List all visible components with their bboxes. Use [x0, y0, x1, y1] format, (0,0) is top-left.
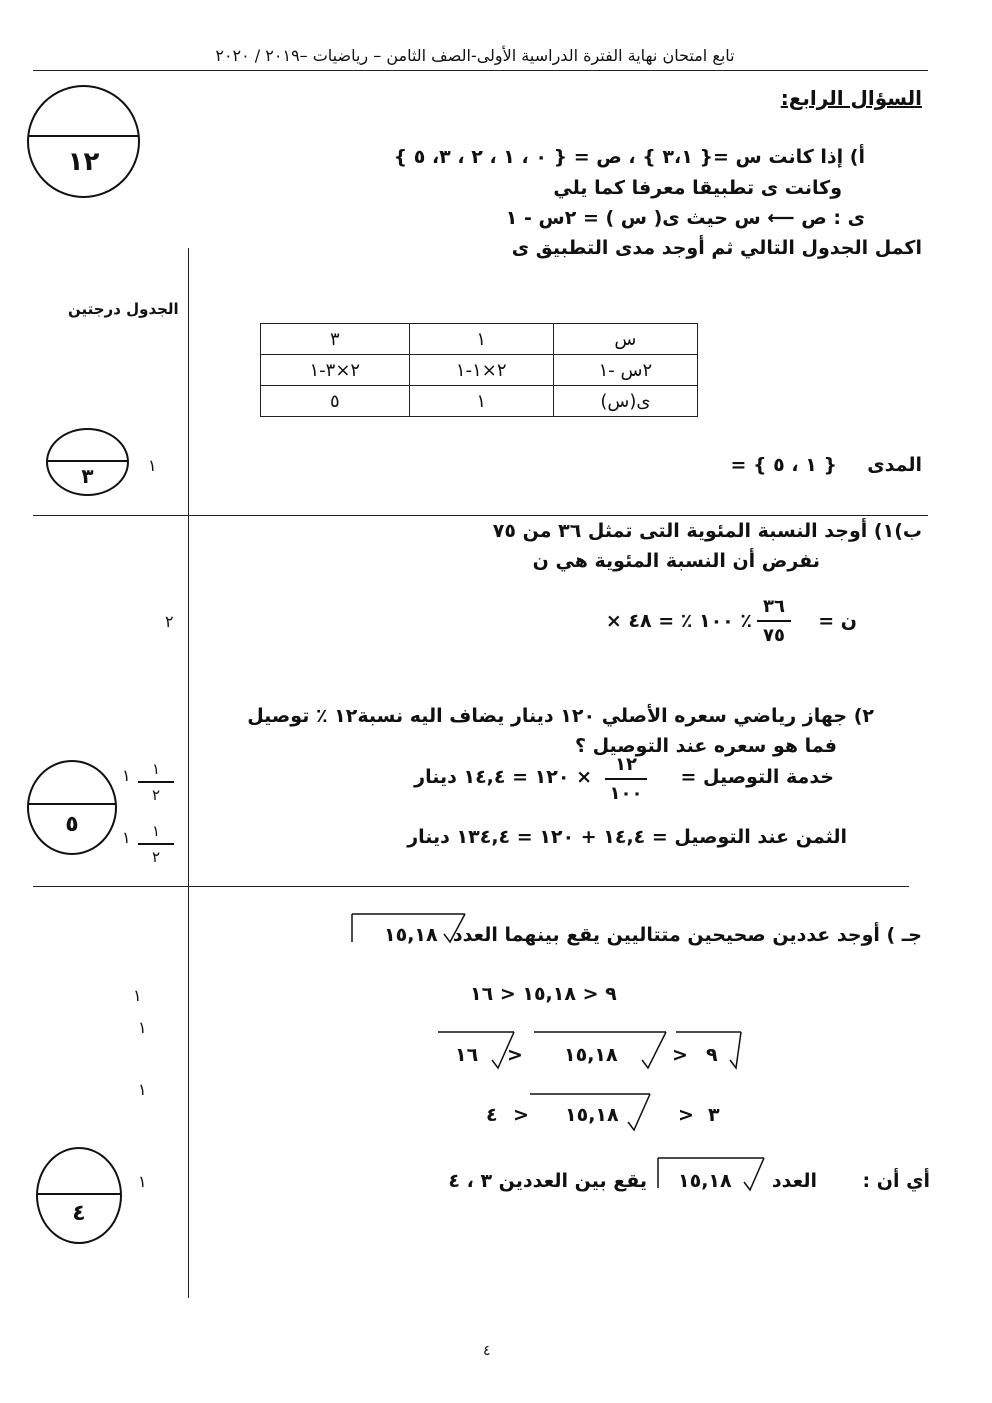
lt-sign-2: > — [672, 1044, 688, 1066]
page-header-title: تابع امتحان نهاية الفترة الدراسية الأولى-الصف الثامن – رياضيات –٢٠١٩ / ٢٠٢٠ — [215, 46, 735, 65]
part-b2-line2: فما هو سعره عند التوصيل ؟ — [574, 735, 837, 757]
table-row — [261, 386, 698, 417]
part-a-line1: أ) إذا كانت س ={ ٣،١ } ، ص = { ٠ ، ١ ، ٢ ، ٣، ٥ } — [393, 146, 865, 168]
part-a-line4: اكمل الجدول التالي ثم أوجد مدى التطبيق ى — [511, 237, 922, 259]
b2-mark-den: ٢ — [151, 785, 161, 804]
section-divider-b — [33, 886, 909, 887]
concl-a: أي أن : — [862, 1170, 930, 1192]
table-row — [261, 355, 698, 386]
section-divider-a — [33, 515, 928, 516]
table-score-note: الجدول درجتين — [68, 300, 179, 318]
b2-mark-fraction — [138, 760, 174, 804]
b1-eq-left: ن = — [818, 610, 857, 632]
part-b1-line2: نفرض أن النسبة المئوية هي ن — [532, 550, 820, 572]
part-a-score: ٣ — [81, 464, 94, 488]
part-b1-line1: ب)١) أوجد النسبة المئوية التى تمثل ٣٦ من ٧٥ — [492, 520, 922, 542]
range-label: المدى — [867, 454, 922, 476]
range-mark: ١ — [148, 456, 157, 475]
b1-frac-numerator: ٣٦ — [763, 596, 785, 617]
sqrt-sign-step3 — [528, 1086, 658, 1136]
table-cell: ٥ — [261, 386, 410, 417]
concl-b: العدد — [771, 1170, 817, 1192]
table-cell: ٢×١-١ — [409, 355, 553, 386]
part-b-score-circle — [27, 760, 117, 855]
table-row — [261, 324, 698, 355]
concl-c: يقع بين العددين ٣ ، ٤ — [448, 1170, 647, 1192]
step2-b: ١٥,١٨ — [564, 1044, 618, 1066]
part-c-score-circle — [36, 1147, 122, 1244]
total-score: ١٢ — [67, 147, 100, 177]
b2-eq1-right: × ١٢٠ = ١٤,٤ دينار — [414, 766, 592, 788]
c-mark-1: ١ — [133, 986, 142, 1005]
b2-frac-denominator: ١٠٠ — [609, 782, 643, 804]
table-cell: ى(س) — [553, 386, 697, 417]
part-c-radicand: ١٥,١٨ — [384, 924, 438, 946]
step3-b: ١٥,١٨ — [565, 1104, 619, 1126]
sqrt-sign-concl — [656, 1150, 771, 1200]
part-a-score-circle — [46, 428, 129, 496]
table-cell: ٣ — [261, 324, 410, 355]
b2-mark-num: ١ — [151, 760, 161, 778]
step3-c: ٤ — [486, 1104, 498, 1126]
question-title: السؤال الرابع: — [780, 86, 922, 110]
lt-sign-4: > — [678, 1104, 694, 1126]
b2-mark-den-2: ٢ — [151, 847, 161, 866]
table-cell: ٢×٣-١ — [261, 355, 410, 386]
part-c-score: ٤ — [72, 1201, 86, 1226]
b1-eq-right: × ١٠٠ ٪ = ٤٨ ٪ — [605, 610, 752, 632]
sqrt-signs-step2 — [436, 1024, 756, 1076]
part-a-line3: ى : ص ⟵ س حيث ى( س ) = ٢س - ١ — [505, 207, 865, 229]
b2-frac-numerator: ١٢ — [615, 754, 637, 775]
part-a-line2: وكانت ى تطبيقا معرفا كما يلي — [553, 177, 842, 199]
c-mark-2: ١ — [138, 1018, 147, 1037]
table-cell: ١ — [409, 386, 553, 417]
table-cell: ٢س -١ — [553, 355, 697, 386]
header-divider — [33, 70, 928, 71]
b1-mark: ٢ — [165, 612, 174, 631]
b2-eq2: الثمن عند التوصيل = ١٤,٤ + ١٢٠ = ١٣٤,٤ دينار — [407, 826, 847, 848]
b2-mark-num-2: ١ — [151, 822, 161, 840]
mapping-table — [260, 323, 698, 417]
margin-line — [188, 248, 189, 1298]
table-cell: ١ — [409, 324, 553, 355]
part-b-score: ٥ — [65, 812, 79, 837]
b1-fraction — [757, 596, 791, 646]
c-mark-4: ١ — [138, 1172, 147, 1191]
b2-eq1-left: خدمة التوصيل = — [680, 766, 834, 788]
concl-radicand: ١٥,١٨ — [678, 1170, 732, 1192]
b2-mark-fraction-2 — [138, 822, 174, 866]
c-mark-3: ١ — [138, 1080, 147, 1099]
step2-c: ١٦ — [455, 1044, 479, 1066]
table-cell: س — [553, 324, 697, 355]
part-c-step1: ٩ < ١٥,١٨ < ١٦ — [470, 983, 617, 1005]
part-b2-line1: ٢) جهاز رياضي سعره الأصلي ١٢٠ دينار يضاف اليه نسبة١٢ ٪ توصيل — [247, 705, 874, 727]
b2-fraction — [605, 754, 647, 804]
range-value: = { ١ ، ٥ } — [730, 454, 837, 476]
total-score-circle — [27, 85, 140, 198]
step2-a: ٩ — [706, 1044, 718, 1066]
page-number: ٤ — [483, 1343, 491, 1359]
step3-a: ٣ — [708, 1104, 720, 1126]
lt-sign-3: > — [513, 1104, 529, 1126]
b2-mark-whole-2: ١ — [122, 828, 131, 847]
b2-mark-whole: ١ — [122, 766, 131, 785]
lt-sign: > — [507, 1044, 523, 1066]
b1-frac-denominator: ٧٥ — [763, 624, 785, 646]
part-c-line1: جـ ) أوجد عددين صحيحين متتاليين يقع بينهما العدد — [452, 924, 922, 946]
